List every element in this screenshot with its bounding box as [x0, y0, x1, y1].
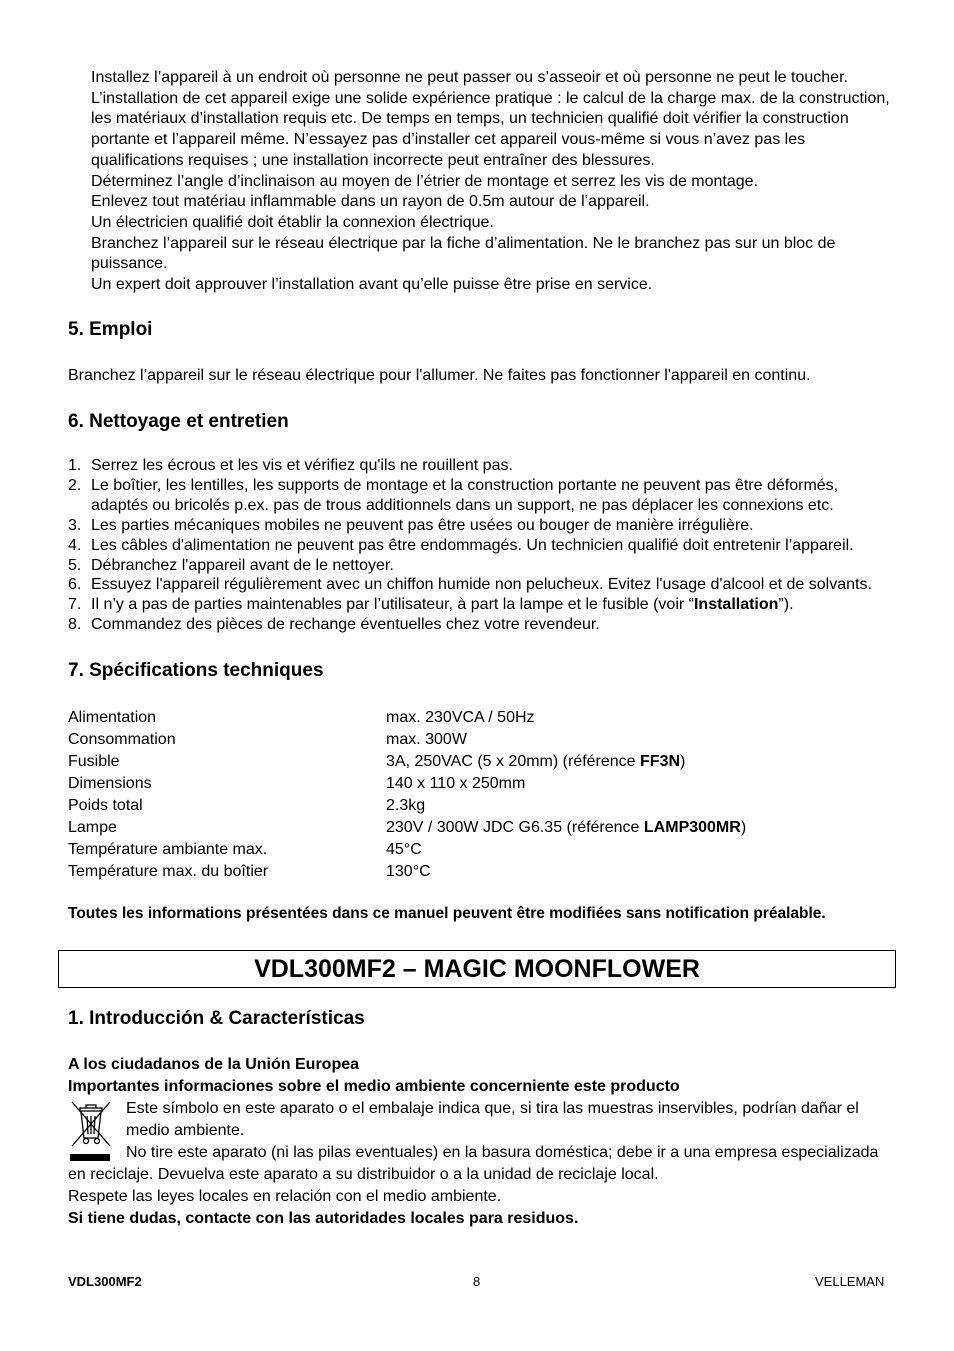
spec-key: Température ambiante max.: [68, 841, 268, 858]
footer-model: VDL300MF2: [68, 1274, 142, 1289]
item-text: Le boîtier, les lentilles, les supports de montage et la construction portante ne peuvent pas être déformés, adaptés ou bricolés p.ex. pas de trous additionnels dans un support, ne pas déplacer les connexions etc.: [91, 476, 839, 514]
item-number: 1.: [68, 457, 82, 474]
spec-value: [386, 817, 746, 839]
spec-value: max. 300W: [386, 731, 467, 748]
lamp-reference: LAMP300MR: [643, 819, 741, 836]
list-item: [68, 516, 888, 536]
installation-reference: Installation: [693, 596, 779, 614]
item-number: 3.: [68, 516, 82, 534]
spec-key: Poids total: [68, 797, 143, 814]
item-text: [91, 595, 888, 615]
item-text: Les parties mécaniques mobiles ne peuvent pas être usées ou bouger de manière irrégulière.: [91, 516, 754, 534]
maintenance-list: [68, 456, 888, 635]
install-line: Un expert doit approuver l’installation avant qu’elle puisse être prise en service.: [91, 276, 653, 294]
spec-key: Fusible: [68, 753, 120, 770]
install-line: Branchez l’appareil sur le réseau électrique par la fiche d’alimentation. Ne le branchez pas sur un bloc de puissance.: [91, 234, 836, 273]
spec-key: Température max. du boîtier: [68, 863, 269, 880]
eu-paragraph: Respete las leyes locales en relación con el medio ambiente.: [68, 1188, 502, 1205]
spec-row: [68, 751, 746, 773]
list-item: [68, 575, 888, 595]
section-heading-specifications: 7. Spécifications techniques: [68, 660, 324, 681]
spec-value-text: ): [740, 819, 747, 836]
eu-subheading: A los ciudadanos de la Unión Europea: [68, 1056, 360, 1073]
install-line: Déterminez l’angle d’inclinaison au moyen de l’étrier de montage et serrez les vis de montage.: [91, 172, 759, 190]
spec-row: [68, 795, 746, 817]
install-line: Installez l’appareil à un endroit où personne ne peut passer ou s’asseoir et où personne ne peut le toucher.: [91, 69, 848, 86]
spec-value-text: ): [680, 753, 686, 770]
list-item: [68, 595, 888, 615]
spec-row: [68, 839, 746, 861]
spec-row: [68, 707, 746, 729]
install-line: L’installation de cet appareil exige une solide expérience pratique : le calcul de la charge max. de la construction, les matériaux d’installation requis etc. De temps en temps, un technicien qualifié doit vérifier la construction portante et l’appareil même. N’essayez pas d’installer cet appareil vous-même si vous n’avez pas les qualifications requises ; une installation incorrecte peut entraîner des blessures.: [91, 89, 890, 169]
list-item: [68, 556, 888, 576]
item-text-part: ”).: [778, 596, 794, 614]
spec-value: 140 x 110 x 250mm: [386, 775, 526, 792]
spec-table: [68, 707, 746, 883]
item-text: Commandez des pièces de rechange éventuelles chez votre revendeur.: [91, 616, 600, 634]
spec-key: Alimentation: [68, 709, 157, 726]
product-title: VDL300MF2 – MAGIC MOONFLOWER: [58, 950, 896, 988]
spec-value-text: 3A, 250VAC (5 x 20mm) (référence: [386, 753, 641, 770]
installation-instructions: [91, 68, 891, 296]
eu-paragraph: en reciclaje. Devuelva este aparato a su distribuidor o a la unidad de reciclaje local.: [68, 1166, 659, 1183]
install-line: Un électricien qualifié doit établir la connexion électrique.: [91, 213, 494, 231]
spec-key: Dimensions: [68, 775, 152, 792]
item-text: Serrez les écrous et les vis et vérifiez qu'ils ne rouillent pas.: [91, 457, 513, 474]
emploi-text: Branchez l’appareil sur le réseau électrique pour l'allumer. Ne faites pas fonctionner l'appareil en continu.: [68, 367, 811, 384]
spec-value: 2.3kg: [386, 797, 426, 814]
spec-row: [68, 773, 746, 795]
spec-value: [386, 751, 685, 773]
list-item: [68, 615, 888, 635]
eu-paragraph: No tire este aparato (ni las pilas eventuales) en la basura doméstica; debe ir a una empresa especializada: [126, 1144, 879, 1161]
list-item: [68, 456, 888, 476]
section-heading-nettoyage: 6. Nettoyage et entretien: [68, 411, 289, 432]
item-text: Débranchez l'appareil avant de le nettoyer.: [91, 556, 394, 574]
eu-subheading: Importantes informaciones sobre el medio ambiente concerniente este producto: [68, 1078, 680, 1095]
eu-environment-block: [68, 1054, 888, 1230]
item-text-part: Il n’y a pas de parties maintenables par l’utilisateur, à part la lampe et le fusible (voir “: [91, 596, 694, 614]
spec-row: [68, 817, 746, 839]
list-item: [68, 536, 888, 556]
footer-brand: VELLEMAN: [815, 1274, 885, 1289]
spec-value-text: 230V / 300W JDC G6.35 (référence: [386, 819, 644, 836]
fuse-reference: FF3N: [640, 753, 681, 770]
crossed-out-wheelie-bin-icon: [68, 1098, 114, 1164]
spec-row: [68, 861, 746, 883]
section-heading-emploi: 5. Emploi: [68, 319, 153, 340]
item-number: 2.: [68, 476, 82, 494]
item-number: 8.: [68, 616, 82, 634]
section-heading-introduccion: 1. Introducción & Características: [68, 1008, 365, 1029]
item-text: Essuyez l'appareil régulièrement avec un chiffon humide non pelucheux. Evitez l'usage d'alcool et de solvants.: [91, 576, 872, 594]
eu-paragraph: Si tiene dudas, contacte con las autoridades locales para residuos.: [68, 1210, 579, 1227]
item-number: 5.: [68, 556, 82, 574]
install-line: Enlevez tout matériau inflammable dans un rayon de 0.5m autour de l’appareil.: [91, 193, 650, 211]
item-number: 7.: [68, 596, 82, 614]
list-item: [68, 476, 888, 516]
spec-value: max. 230VCA / 50Hz: [386, 709, 535, 726]
item-number: 4.: [68, 536, 82, 554]
item-text: Les câbles d'alimentation ne peuvent pas être endommagés. Un technicien qualifié doit entretenir l’appareil.: [91, 536, 854, 554]
item-number: 6.: [68, 576, 82, 594]
spec-key: Consommation: [68, 731, 176, 748]
spec-value: 130°C: [386, 863, 431, 880]
notice-text: Toutes les informations présentées dans ce manuel peuvent être modifiées sans notification préalable.: [68, 905, 826, 922]
spec-value: 45°C: [386, 841, 422, 858]
eu-paragraph: Este símbolo en este aparato o el embalaje indica que, si tira las muestras inservibles, podrían dañar el medio ambiente.: [126, 1100, 859, 1139]
page-number: 8: [473, 1274, 481, 1289]
spec-row: [68, 729, 746, 751]
spec-key: Lampe: [68, 819, 117, 836]
